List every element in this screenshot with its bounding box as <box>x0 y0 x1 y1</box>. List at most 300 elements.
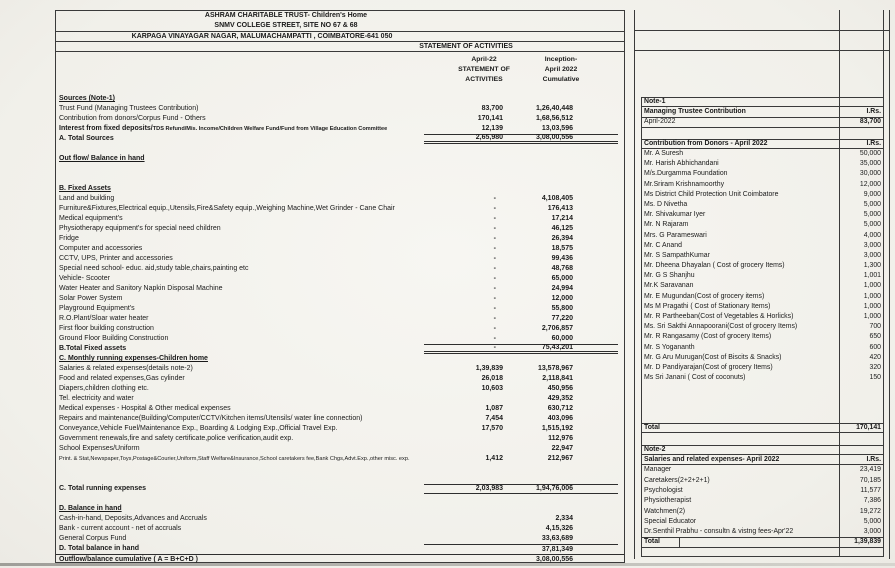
donor-row <box>641 353 883 363</box>
row-values <box>424 224 618 234</box>
donor-row <box>641 261 883 271</box>
row-label <box>56 304 424 314</box>
row-values <box>424 214 618 224</box>
row-label-text: D. Total balance in hand <box>59 545 139 552</box>
row-label-text: Food and related expenses,Gas cylinder <box>59 375 185 382</box>
table-row <box>56 354 624 364</box>
row-label-text: Water Heater and Sanitory Napkin Disposal Machine <box>59 285 223 292</box>
row-values <box>424 304 618 314</box>
row-label-text: Bank - current account - net of accruals <box>59 525 182 532</box>
table-row <box>56 414 624 424</box>
value-cumulative: 37,81,349 <box>541 545 573 553</box>
row-values <box>424 464 618 474</box>
value-april22: - <box>493 205 496 212</box>
row-label-text: Government renewals,fire and safety certificate,police verification,audit exp. <box>59 435 294 442</box>
value-cumulative: 630,712 <box>547 405 573 412</box>
table-row <box>56 204 624 214</box>
value-cumulative: 1,68,56,512 <box>536 115 573 122</box>
donor-row-label: Mr. S SampathKumar <box>644 251 710 259</box>
value-cumulative: 22,947 <box>551 445 573 452</box>
row-label <box>56 354 424 364</box>
row-label <box>56 424 424 434</box>
row-label-text: Conveyance,Vehicle Fuel/Maintenance Exp., Boarding & Lodging Exp.,Official Travel Exp. <box>59 425 338 432</box>
salary-row-value: 11,577 <box>860 486 881 494</box>
notes-rows <box>635 10 889 557</box>
row-values <box>424 324 618 334</box>
donor-row-value: 1,000 <box>863 313 881 321</box>
row-values <box>424 394 618 404</box>
donor-row-label: Mr. G Aru Murugan(Cost of Biscits & Snacks) <box>644 353 782 361</box>
table-row <box>56 434 624 444</box>
donor-row <box>641 230 883 240</box>
value-april22: 17,570 <box>481 425 503 432</box>
org-address-line1: SNMV COLLEGE STREET, SITE NO 67 & 68 <box>214 22 358 29</box>
table-row <box>56 104 624 114</box>
value-cumulative: 75,43,201 <box>541 344 573 351</box>
value-april22: 7,454 <box>485 415 503 422</box>
salary-row <box>641 465 883 475</box>
row-values <box>424 184 618 194</box>
value-cumulative: 17,214 <box>551 215 573 222</box>
row-label <box>56 434 424 444</box>
value-april22: - <box>493 335 496 342</box>
empty-cell-row <box>635 31 889 51</box>
value-april22: 2,03,983 <box>475 485 503 492</box>
salary-row-label: Manager <box>644 466 672 474</box>
donors-header-value: I.Rs. <box>866 139 881 147</box>
value-april22: 83,700 <box>481 105 503 112</box>
table-row <box>56 454 624 464</box>
panel-gap <box>641 433 889 444</box>
row-values <box>424 294 618 304</box>
row-values <box>424 234 618 244</box>
row-label <box>56 544 424 554</box>
row-label <box>56 204 424 214</box>
row-values <box>424 544 618 554</box>
row-label <box>56 314 424 324</box>
value-cumulative: 13,578,967 <box>537 365 573 372</box>
row-values <box>424 244 618 254</box>
value-april22: - <box>493 344 496 351</box>
row-label <box>56 214 424 224</box>
value-cumulative: 2,334 <box>555 515 573 522</box>
org-name: ASHRAM CHARITABLE TRUST- Children's Home <box>204 12 368 19</box>
row-label-text: Computer and accessories <box>59 245 143 252</box>
table-row <box>56 184 624 194</box>
value-april22: 10,603 <box>481 385 503 392</box>
value-april22: - <box>493 325 496 332</box>
donor-row <box>641 251 883 261</box>
value-april22: - <box>493 275 496 282</box>
row-label <box>56 94 424 104</box>
column-header-line: April-22 <box>471 56 497 63</box>
value-cumulative: 4,15,326 <box>545 525 573 532</box>
table-row <box>56 234 624 244</box>
row-label-text: Solar Power System <box>59 295 123 302</box>
row-label <box>56 384 424 394</box>
salary-row-label: Psychologist <box>644 486 683 494</box>
donor-row <box>641 373 883 383</box>
table-row <box>56 264 624 274</box>
value-cumulative: 4,108,405 <box>541 195 573 202</box>
donor-row-label: Ms. D Nivetha <box>644 200 688 208</box>
empty-cell-row <box>635 10 889 31</box>
donor-row-value: 5,000 <box>863 200 881 208</box>
value-cumulative: 2,118,841 <box>542 375 573 382</box>
donor-row-value: 35,000 <box>859 160 881 168</box>
donor-row-label: Mr. R Rangasamy (Cost of grocery Items) <box>644 333 772 341</box>
panel-end-row <box>641 548 883 557</box>
row-label <box>56 234 424 244</box>
row-label <box>56 224 424 234</box>
note1-row-value: 83,700 <box>859 118 881 126</box>
value-april22: - <box>493 265 496 272</box>
value-cumulative: 403,096 <box>547 415 573 422</box>
blank-row <box>56 474 624 484</box>
row-values <box>424 514 618 524</box>
row-values <box>424 384 618 394</box>
value-cumulative: 46,125 <box>551 225 573 232</box>
row-label <box>56 324 424 334</box>
donor-row-value: 9,000 <box>863 190 881 198</box>
statement-title-row <box>56 42 624 52</box>
donor-row-label: Mr. Shivakumar Iyer <box>644 211 706 219</box>
row-label-text: Print. & Stat,Newspaper,Toys,Postage&Courier,Uniform,Staff Welfare&Insurance,School caretakers fee,Bank Chgs,Advt.Exp.,other misc. exp. <box>59 456 410 462</box>
blank-row <box>56 144 624 154</box>
table-row <box>56 314 624 324</box>
donor-row <box>641 149 883 159</box>
value-cumulative: 1,515,192 <box>541 425 573 432</box>
row-label-suffix: TDS Refund/Mis. Income/Children Welfare Fund/Fund from Village Education Committee <box>152 126 388 132</box>
statement-title: STATEMENT OF ACTIVITIES <box>419 43 513 50</box>
table-row <box>56 404 624 414</box>
row-label <box>56 244 424 254</box>
row-label <box>56 194 424 204</box>
row-values <box>424 354 618 364</box>
value-april22: - <box>493 315 496 322</box>
row-values <box>424 404 618 414</box>
note2-header-label: Salaries and related expenses- April 2022 <box>644 455 780 463</box>
row-label <box>56 284 424 294</box>
row-label-text: Out flow/ Balance in hand <box>59 155 145 162</box>
donor-row <box>641 190 883 200</box>
table-row <box>56 94 624 104</box>
donors-total-row <box>641 423 883 433</box>
donor-row-label: Mr. E Mugundan(Cost of grocery items) <box>644 292 765 300</box>
donor-row-value: 420 <box>869 353 881 361</box>
salary-row-value: 3,000 <box>863 528 881 536</box>
blank-row <box>56 464 624 474</box>
row-label <box>56 184 424 194</box>
row-values <box>424 504 618 514</box>
value-april22: 26,018 <box>481 375 503 382</box>
row-label-text: Ground Floor Building Construction <box>59 335 169 342</box>
row-label <box>56 404 424 414</box>
table-row <box>56 444 624 454</box>
row-values <box>424 374 618 384</box>
donor-row-value: 1,000 <box>863 302 881 310</box>
org-title-block <box>56 11 516 31</box>
row-values <box>424 104 618 114</box>
row-label-text: Trust Fund (Managing Trustees Contribution) <box>59 105 199 112</box>
row-label-text: Cash-in-hand, Deposits,Advances and Accruals <box>59 515 207 522</box>
row-label <box>56 114 424 124</box>
donor-row-label: Mr.Sriram Krishnamoorthy <box>644 180 725 188</box>
row-label <box>56 374 424 384</box>
donor-row-value: 50,000 <box>859 150 881 158</box>
row-values <box>424 524 618 534</box>
salary-row-label: Dr.Senthil Prabhu - consultn & vistng fees-Apr'22 <box>644 528 794 536</box>
panel-gap <box>641 128 889 138</box>
row-label-text: Repairs and maintenance(Building/Computer/CCTV/Kitchen items/Utensils/ water line connection) <box>59 415 363 422</box>
table-row <box>56 244 624 254</box>
note2-title-label: Note-2 <box>644 445 666 453</box>
column-header-line: Cumulative <box>542 76 580 83</box>
row-values <box>424 534 618 544</box>
table-row <box>56 374 624 384</box>
donor-row-value: 3,000 <box>863 251 881 259</box>
donor-row-label: Ms Sri Janani ( Cost of coconuts) <box>644 374 746 382</box>
value-cumulative: 212,967 <box>547 455 573 462</box>
donor-row-value: 30,000 <box>859 170 881 178</box>
row-label-text: Playground Equipment's <box>59 305 135 312</box>
table-row <box>56 304 624 314</box>
donor-row-value: 1,000 <box>863 292 881 300</box>
donor-row-value: 1,001 <box>863 272 881 280</box>
row-label <box>56 124 424 134</box>
row-label-text: General Corpus Fund <box>59 535 127 542</box>
note2-total-row-value: 1,39,839 <box>854 538 881 546</box>
row-label <box>56 364 424 374</box>
row-values <box>424 344 618 354</box>
value-cumulative: 176,413 <box>547 205 573 212</box>
row-values <box>424 434 618 444</box>
row-label <box>56 344 424 354</box>
row-values <box>424 364 618 374</box>
salary-row <box>641 486 883 496</box>
row-values <box>424 444 618 454</box>
value-april22: 2,65,980 <box>475 134 503 141</box>
row-label <box>56 134 424 144</box>
value-cumulative: 450,956 <box>547 385 573 392</box>
row-values <box>424 314 618 324</box>
row-label-text: School Expenses/Uniform <box>59 445 140 452</box>
row-label <box>56 524 424 534</box>
blank-row <box>56 494 624 504</box>
value-april22: 1,412 <box>485 455 503 462</box>
value-cumulative: 60,000 <box>551 335 573 342</box>
donor-row-label: Mr. Harish Abhichandani <box>644 160 719 168</box>
donor-row <box>641 343 883 353</box>
table-row <box>56 484 624 494</box>
row-values <box>424 494 618 504</box>
value-cumulative: 18,575 <box>551 245 573 252</box>
table-row <box>56 364 624 374</box>
note1-title-label: Note-1 <box>644 98 666 106</box>
table-row <box>56 504 624 514</box>
blank-row <box>56 164 624 174</box>
table-row <box>56 194 624 204</box>
column-header-line: April 2022 <box>544 66 578 73</box>
value-april22: 12,139 <box>481 125 503 132</box>
value-cumulative: 3,08,00,556 <box>536 134 573 141</box>
value-april22: - <box>493 295 496 302</box>
donor-row-label: Mr. Dheena Dhayalan ( Cost of grocery Items) <box>644 262 785 270</box>
row-label-text: Diapers,children clothing etc. <box>59 385 149 392</box>
table-row <box>56 114 624 124</box>
row-label-text: A. Total Sources <box>59 135 114 142</box>
note1-header-label: Managing Trustee Contribution <box>644 108 746 116</box>
notes-panel <box>634 10 890 559</box>
table-row <box>56 384 624 394</box>
row-values <box>424 134 618 144</box>
row-label <box>56 414 424 424</box>
donor-row-value: 650 <box>869 333 881 341</box>
row-label <box>56 454 424 464</box>
table-row <box>56 274 624 284</box>
value-cumulative: 26,394 <box>551 235 573 242</box>
row-label-text: Medical expenses - Hospital & Other medical expenses <box>59 405 231 412</box>
column-headers <box>56 52 624 94</box>
salary-row <box>641 496 883 506</box>
table-row <box>56 424 624 434</box>
salary-row-value: 23,419 <box>859 466 881 474</box>
table-row <box>56 214 624 224</box>
salary-row-label: Physiotherapist <box>644 497 692 505</box>
donor-row <box>641 302 883 312</box>
donor-row-value: 1,000 <box>863 282 881 290</box>
value-cumulative: 99,436 <box>551 255 573 262</box>
salary-row-value: 7,386 <box>863 497 881 505</box>
donor-row <box>641 200 883 210</box>
row-label-text: Fridge <box>59 235 79 242</box>
donor-row-label: Mr. G S Shanjhu <box>644 272 695 280</box>
donor-row-label: Mr. C Anand <box>644 241 682 249</box>
note1-header-value: I.Rs. <box>866 108 881 116</box>
donors-total-row-label: Total <box>644 424 660 432</box>
column-header-line: STATEMENT OF <box>458 66 510 73</box>
donor-row-value: 320 <box>869 363 881 371</box>
row-label <box>56 334 424 344</box>
donors-header <box>641 139 883 149</box>
row-label <box>56 504 424 514</box>
row-label-text: Salaries & related expenses(details note-2) <box>59 365 193 372</box>
salary-row-value: 70,185 <box>859 476 881 484</box>
donor-row-label: Mr. S Yogananth <box>644 343 695 351</box>
salary-row-label: Caretakers(2+2+2+1) <box>644 476 710 484</box>
note1-title <box>641 97 883 107</box>
row-label-text: Physiotherapy equipment's for special need children <box>59 225 221 232</box>
note2-header-value: I.Rs. <box>866 455 881 463</box>
row-label-text: Outflow/balance cumulative ( A = B+C+D ) <box>59 555 198 563</box>
value-cumulative: 65,000 <box>551 275 573 282</box>
row-label <box>56 264 424 274</box>
row-label <box>56 394 424 404</box>
value-april22: 1,087 <box>485 405 503 412</box>
donors-total-row-value: 170,141 <box>856 424 881 432</box>
row-values <box>424 274 618 284</box>
row-label-text: Special need school- educ. aid,study table,chairs,painting etc <box>59 265 249 272</box>
statement-table <box>55 10 625 563</box>
salary-row-label: Watchmen(2) <box>644 507 686 515</box>
row-values <box>424 204 618 214</box>
row-label-text: First floor building construction <box>59 325 154 332</box>
donor-row <box>641 332 883 342</box>
donor-row-label: Mr. N Rajaram <box>644 221 689 229</box>
note2-total-row-label: Total <box>642 538 680 546</box>
donor-row-label: M/s.Durgamma Foundation <box>644 170 728 178</box>
donor-row-label: Mr. R Partheeban(Cost of Vegetables & Horlicks) <box>644 313 794 321</box>
value-cumulative: 13,03,596 <box>541 125 573 132</box>
value-cumulative: 2,706,857 <box>541 325 573 332</box>
row-values <box>424 254 618 264</box>
table-row <box>56 344 624 354</box>
donor-row <box>641 322 883 332</box>
row-values <box>424 264 618 274</box>
table-row <box>56 224 624 234</box>
donor-row-value: 150 <box>869 374 881 382</box>
row-label-text: R.O.Plant/Sloar water heater <box>59 315 149 322</box>
donor-row <box>641 312 883 322</box>
donor-row-value: 4,000 <box>863 231 881 239</box>
donor-row <box>641 159 883 169</box>
note1-row-label: April-2022 <box>644 118 676 126</box>
value-april22: - <box>493 195 496 202</box>
donor-row-label: Ms. Sri Sakthi Annapoorani(Cost of grocery Items) <box>644 323 798 331</box>
donor-row-value: 3,000 <box>863 241 881 249</box>
note1-row <box>641 118 883 128</box>
row-label-text: CCTV, UPS, Printer and accessories <box>59 255 173 262</box>
row-values <box>424 474 618 484</box>
value-april22: - <box>493 215 496 222</box>
column-header-line: ACTIVITIES <box>465 76 503 83</box>
row-label-text: C. Monthly running expenses-Children home <box>59 355 208 362</box>
row-values <box>424 174 618 184</box>
table-row <box>56 294 624 304</box>
note2-total-row <box>641 537 883 547</box>
donor-row <box>641 210 883 220</box>
statement-rows <box>56 94 624 564</box>
table-row <box>56 254 624 264</box>
row-label <box>56 514 424 524</box>
value-april22: - <box>493 225 496 232</box>
salary-row <box>641 506 883 516</box>
table-row <box>56 524 624 534</box>
value-cumulative: 55,800 <box>551 305 573 312</box>
row-label <box>56 104 424 114</box>
panel-gap <box>641 383 889 423</box>
value-april22: - <box>493 285 496 292</box>
donor-row <box>641 220 883 230</box>
donor-row-value: 700 <box>869 323 881 331</box>
donor-row-value: 12,000 <box>859 180 881 188</box>
value-april22: - <box>493 235 496 242</box>
column-header-cumulative <box>524 55 598 85</box>
row-label <box>56 294 424 304</box>
row-values <box>424 194 618 204</box>
donor-row <box>641 169 883 179</box>
column-header-april22 <box>446 55 522 85</box>
value-april22: 1,39,839 <box>475 365 503 372</box>
donor-row <box>641 241 883 251</box>
table-row <box>56 514 624 524</box>
value-cumulative: 1,94,76,006 <box>536 485 573 492</box>
donor-row-value: 5,000 <box>863 211 881 219</box>
table-row <box>56 154 624 164</box>
row-values <box>424 114 618 124</box>
row-label-text: Sources (Note-1) <box>59 95 116 102</box>
table-row <box>56 134 624 144</box>
